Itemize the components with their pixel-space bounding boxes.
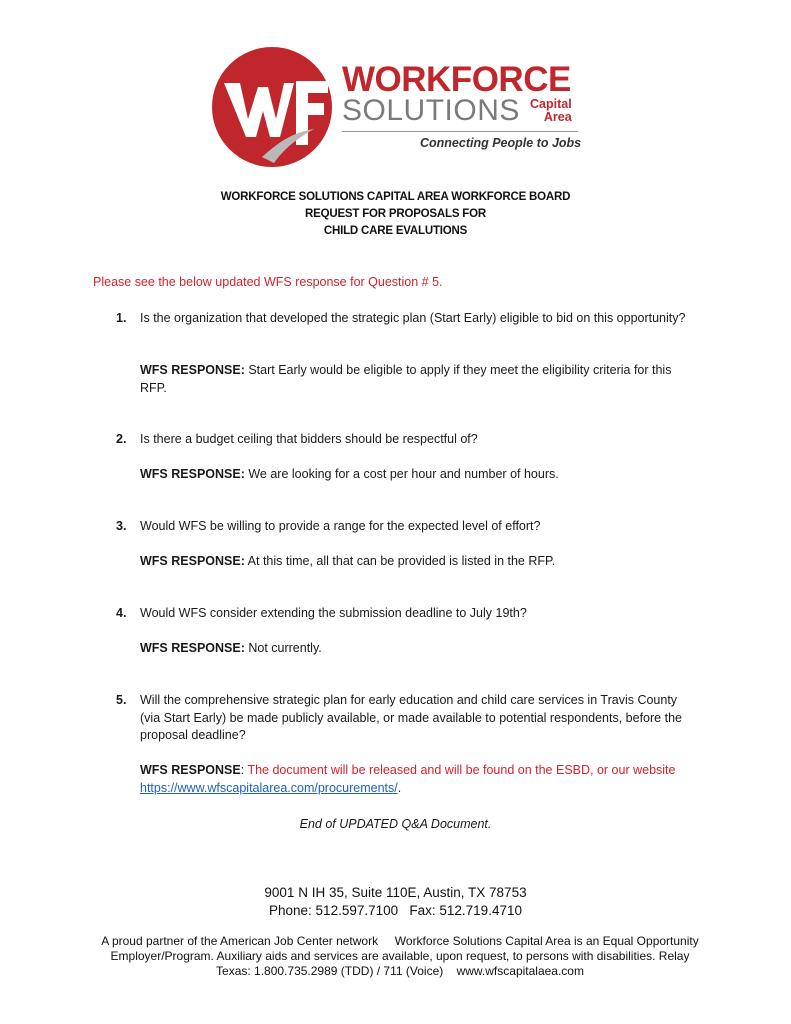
response-colon: : xyxy=(240,763,245,777)
procurements-link[interactable]: https://www.wfscapitalarea.com/procurements/ xyxy=(140,780,398,795)
logo-capital-text: Capital xyxy=(530,97,572,111)
phone-fax-line: Phone: 512.597.7100 Fax: 512.719.4710 xyxy=(269,903,522,918)
response-label: WFS RESPONSE: xyxy=(140,363,245,377)
logo-capital-area xyxy=(530,98,572,124)
question-number: 1. xyxy=(116,311,127,325)
footer-eeo-text: Workforce Solutions Capital Area is an Equal Opportunity Employer/Program. Auxiliary aids and services are available, upon request, to persons with disabilities. Relay Texas: 1.800.735.2989 (TDD) / 711 (Voice) xyxy=(110,934,699,978)
response-text-red: The document will be released and will be found on the ESBD, or our website xyxy=(244,763,676,777)
heading-line-3: CHILD CARE EVALUTIONS xyxy=(323,225,468,237)
heading-line-2: REQUEST FOR PROPOSALS FOR xyxy=(305,208,486,220)
logo-divider xyxy=(342,131,578,132)
end-note: End of UPDATED Q&A Document. xyxy=(299,817,492,831)
logo-workforce-text: WORKFORCE xyxy=(342,60,571,99)
question-number: 2. xyxy=(116,432,127,446)
response xyxy=(140,362,700,397)
update-notice: Please see the below updated WFS response for Question # 5. xyxy=(93,275,443,289)
response-label: WFS RESPONSE: xyxy=(140,554,245,568)
question-number: 3. xyxy=(116,519,127,533)
response xyxy=(140,466,700,484)
logo-tagline: Connecting People to Jobs xyxy=(420,136,582,150)
response-text: At this time, all that can be provided is listed in the RFP. xyxy=(244,554,556,568)
question-text: Will the comprehensive strategic plan for early education and child care services in Travis County (via Start Early) be made publicly available, or made available to potential respondents, before the proposal deadline? xyxy=(140,693,682,742)
wfs-logo-icon xyxy=(210,45,340,170)
question-text: Would WFS consider extending the submission deadline to July 19th? xyxy=(140,606,527,620)
question-text: Is there a budget ceiling that bidders should be respectful of? xyxy=(140,432,478,446)
footer-disclaimer xyxy=(95,934,705,979)
question-text: Is the organization that developed the strategic plan (Start Early) eligible to bid on this opportunity? xyxy=(140,311,686,325)
address-line: 9001 N IH 35, Suite 110E, Austin, TX 78753 xyxy=(264,885,527,900)
response xyxy=(140,553,700,571)
question-number: 5. xyxy=(116,693,127,707)
heading-line-1: WORKFORCE SOLUTIONS CAPITAL AREA WORKFORCE BOARD xyxy=(220,191,571,203)
response-label: WFS RESPONSE: xyxy=(140,641,245,655)
response-label: WFS RESPONSE xyxy=(140,763,241,777)
logo-solutions-text: SOLUTIONS xyxy=(342,94,520,127)
response-trail: . xyxy=(397,780,402,795)
footer-partner-text: A proud partner of the American Job Center network xyxy=(101,934,379,948)
response xyxy=(140,640,700,658)
footer-website[interactable]: www.wfscapitalaea.com xyxy=(456,964,584,978)
response-text: We are looking for a cost per hour and number of hours. xyxy=(244,467,559,481)
response-label: WFS RESPONSE: xyxy=(140,467,245,481)
response-text: Not currently. xyxy=(244,641,322,655)
question-text: Would WFS be willing to provide a range for the expected level of effort? xyxy=(140,519,541,533)
question-number: 4. xyxy=(116,606,127,620)
logo-area-text: Area xyxy=(543,110,572,125)
response xyxy=(140,762,700,797)
response-text: Start Early would be eligible to apply if they meet the eligibility criteria for this RFP. xyxy=(140,363,672,395)
